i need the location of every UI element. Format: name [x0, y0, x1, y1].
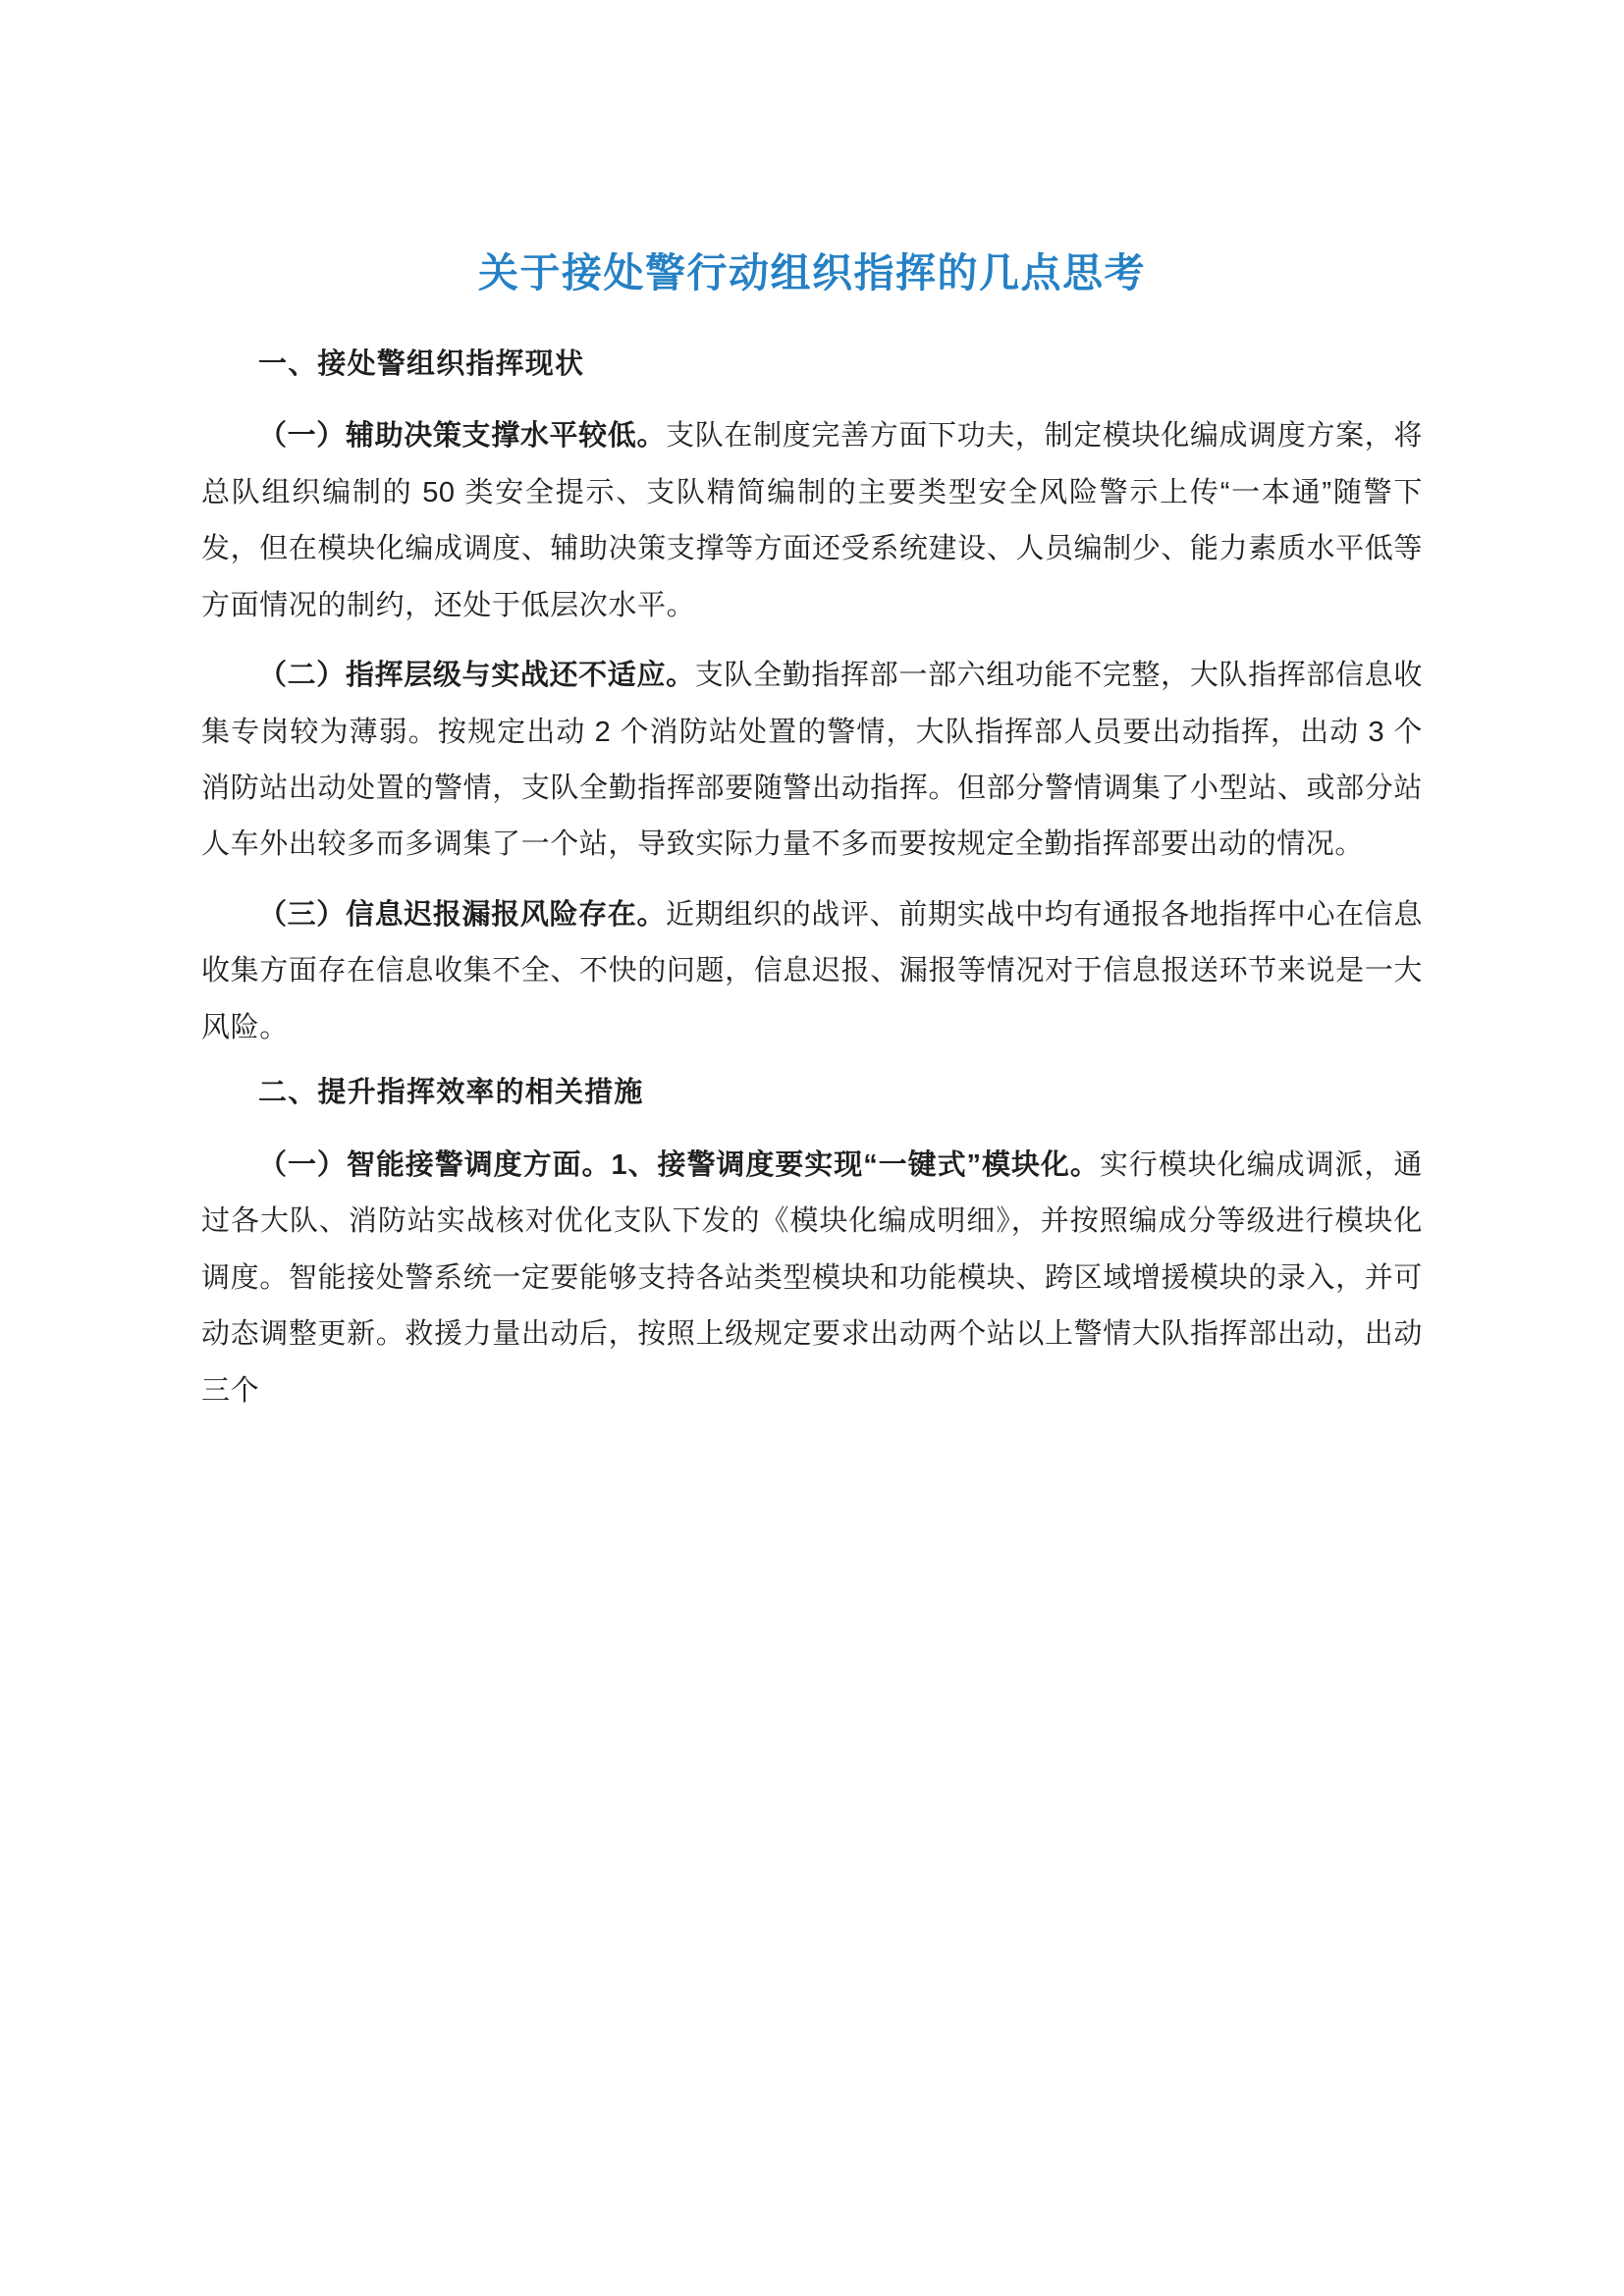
paragraph-2-1 [201, 1138, 1423, 1419]
paragraph-1-3 [201, 887, 1423, 1056]
paragraph-1-2 [201, 648, 1423, 874]
paragraph-body-1-2: 支队全勤指挥部一部六组功能不完整，大队指挥部信息收集专岗较为薄弱。按规定出动 2 个消防站处置的警情，大队指挥部人员要出动指挥，出动 3 个消防站出动处置的警情，支队全勤指挥部要随警出动指挥。但部分警情调集了小型站、或部分站人车外出较多而多调集了一个站，导致实际力量不多而要按规定全勤指挥部要出动的情况。 [201, 660, 1423, 861]
paragraph-1-1 [201, 408, 1423, 634]
paragraph-lead-1-3: （三）信息迟报漏报风险存在。 [258, 898, 667, 931]
paragraph-body-1-1: 支队在制度完善方面下功夫，制定模块化编成调度方案，将总队组织编制的 50 类安全提示、支队精简编制的主要类型安全风险警示上传“一本通”随警下发，但在模块化编成调度、辅助决策支撑等方面还受系统建设、人员编制少、能力素质水平低等方面情况的制约，还处于低层次水平。 [201, 420, 1423, 621]
paragraph-lead-2-1: （一）智能接警调度方面。1、接警调度要实现“一键式”模块化。 [258, 1148, 1100, 1181]
paragraph-body-1-3: 近期组织的战评、前期实战中均有通报各地指挥中心在信息收集方面存在信息收集不全、不快的问题，信息迟报、漏报等情况对于信息报送环节来说是一大风险。 [201, 898, 1423, 1043]
section-heading-1: 一、接处警组织指挥现状 [258, 347, 585, 380]
paragraph-lead-1-1: （一）辅助决策支撑水平较低。 [258, 420, 667, 453]
page-title: 关于接处警行动组织指挥的几点思考 [478, 250, 1146, 295]
section-heading-2: 二、提升指挥效率的相关措施 [258, 1076, 644, 1108]
paragraph-lead-1-2: （二）指挥层级与实战还不适应。 [258, 660, 695, 692]
paragraph-body-2-1: 实行模块化编成调派，通过各大队、消防站实战核对优化支队下发的《模块化编成明细》，并按照编成分等级进行模块化调度。智能接处警系统一定要能够支持各站类型模块和功能模块、跨区域增援模块的录入，并可动态调整更新。救援力量出动后，按照上级规定要求出动两个站以上警情大队指挥部出动，出动三个 [201, 1148, 1423, 1407]
